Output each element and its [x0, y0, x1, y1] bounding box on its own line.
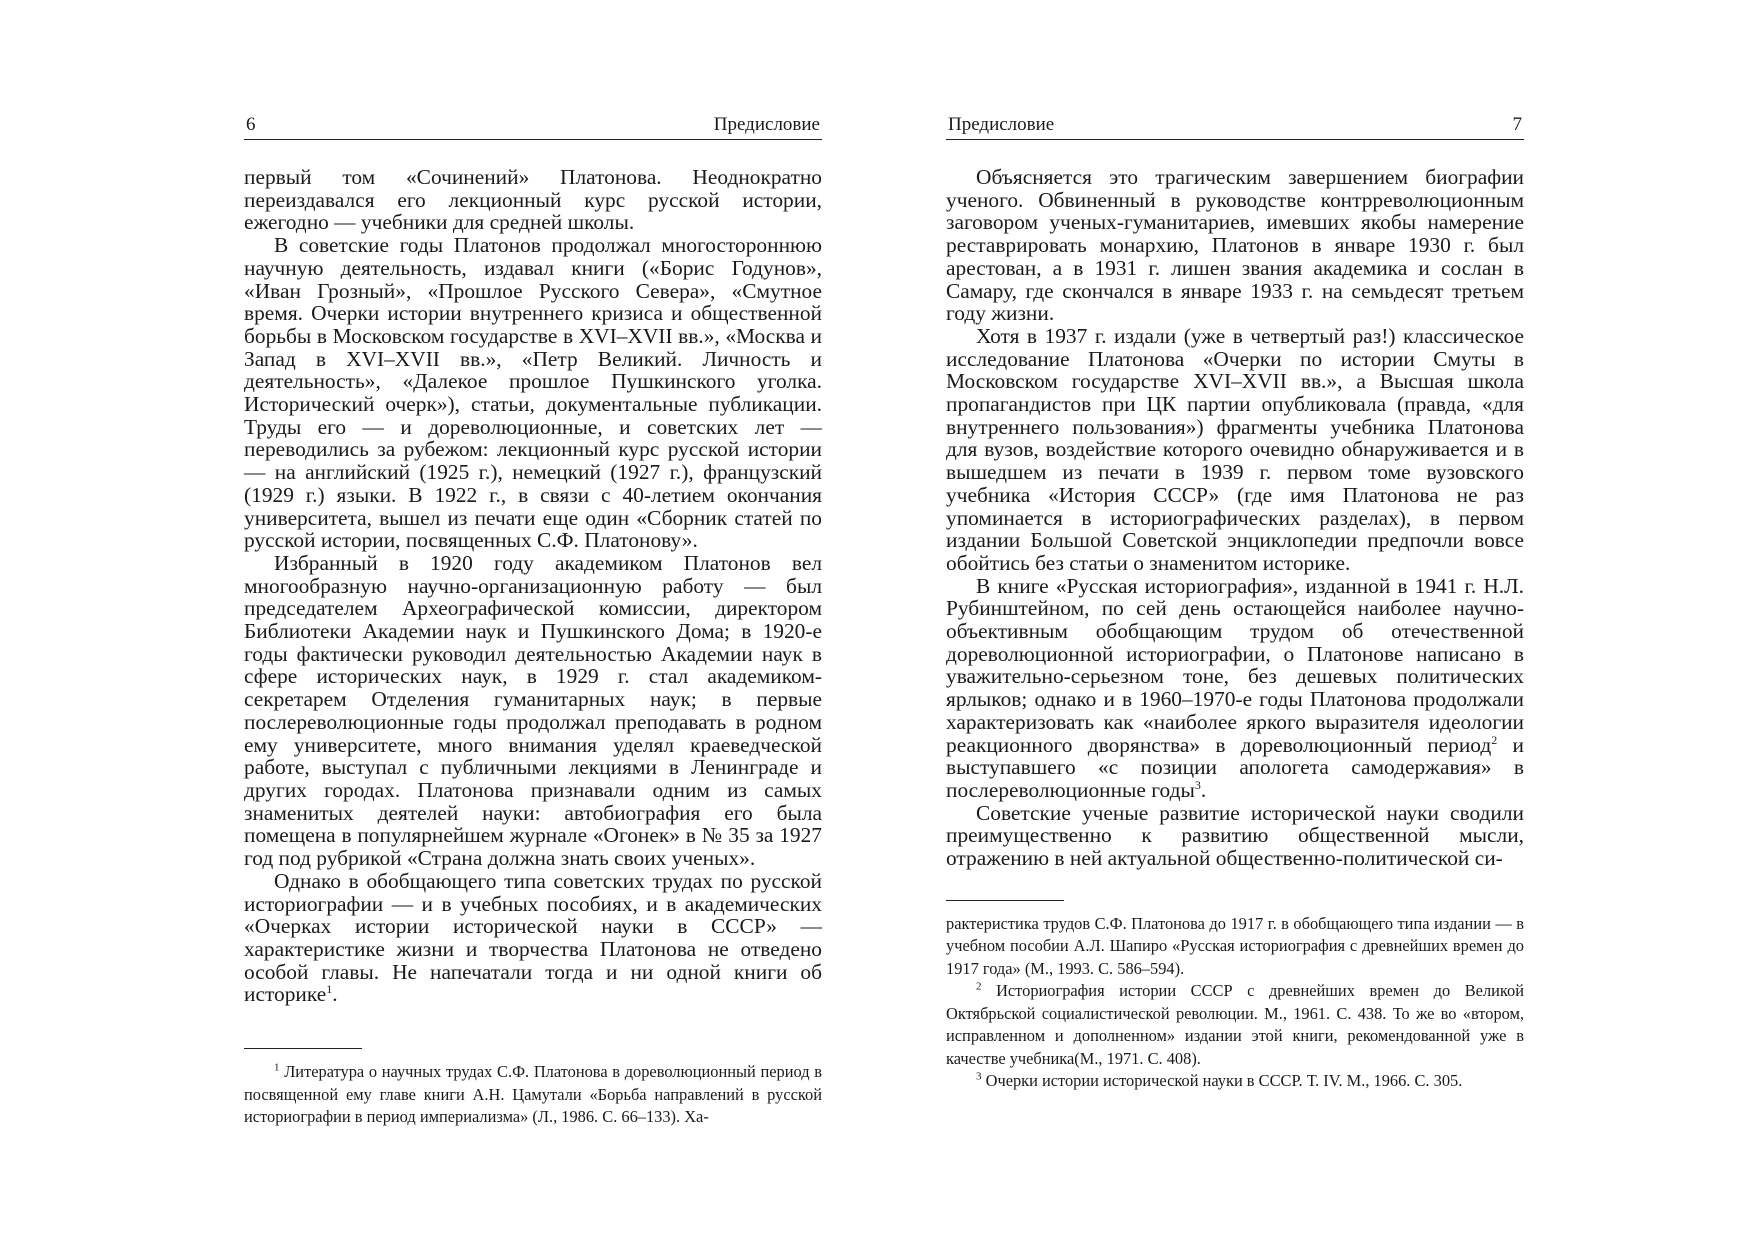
left-running-title: Предисловие: [713, 114, 820, 135]
right-footnotes: [946, 913, 1524, 1093]
footnote-ref-3[interactable]: 3: [1194, 777, 1201, 792]
left-paragraph-4: Однако в обобщающего типа советских трудах по русской историографии — и в учебных пособиях, и в академических «Очерках истории исторической науки в СССР» — характеристике жизни и творчества Платонова не отведено особой главы. Не напечатали тогда и ни одной книги об историке$^1$.: [244, 868, 822, 1007]
left-running-head: [244, 110, 822, 140]
right-paragraph-1: Объясняется это трагическим завершением биографии ученого. Обвиненный в руководстве контрреволюционным заговором ученых-гуманитариев, имевших якобы намерение реставрировать монархию, Платонов в январе 1930 г. был арестован, а в 1931 г. лишен звания академика и сослан в Самару, где скончался в январе 1933 г. на семьдесят третьем году жизни.: [946, 165, 1524, 326]
left-footnote-rule: [244, 1048, 362, 1049]
left-page-number: 6: [246, 114, 256, 135]
footnote-3: [946, 1070, 1524, 1093]
footnote-3-text: Очерки истории исторической науки в СССР. Т. IV. М., 1966. С. 305.: [985, 1071, 1463, 1091]
right-paragraph-3-part-1: В книге «Русская историография», изданной в 1941 г. Н.Л. Рубинштейном, по сей день остающейся наиболее научно-объективным обобщающим трудом об отечественной дореволюционной историографии, о Платонове написано в уважительно-серьезном тоне, без дешевых политических ярлыков; однако и в 1960–1970-е годы Платонова продолжали характеризовать как «наиболее яркого выразителя идеологии реакционного дворянства» в дореволюционный период: [946, 573, 1524, 757]
footnote-2-mark: 2: [976, 980, 982, 993]
right-paragraph-3-part-3: .: [1200, 777, 1207, 802]
left-paragraph-2: В советские годы Платонов продолжал многостороннюю научную деятельность, издавал книги («Борис Годунов», «Иван Грозный», «Прошлое Русского Севера», «Смутное время. Очерки истории внутреннего кризиса и общественной борьбы в Московском государстве в XVI–XVII вв.», «Москва и Запад в XVI–XVII вв.», «Петр Великий. Личность и деятельность», «Далекое прошлое Пушкинского уголка. Исторический очерк»), статьи, документальные публикации. Труды его — и дореволюционные, и советских лет — переводились за рубежом: лекционный курс русской истории — на английский (1925 г.), немецкий (1927 г.), французский (1929 г.) языки. В 1922 г., в связи с 40-летием окончания университета, вышел из печати еще один «Сборник статей по русской истории, посвященных С.Ф. Платонову».: [244, 233, 822, 553]
footnote-1-text: Литература о научных трудах С.Ф. Платонова в дореволюционный период в посвященной ему главе книги А.Н. Цамутали «Борьба направлений в русской историографии в период империализма» (Л., 1986. С. 66–133). Ха-: [244, 1062, 822, 1127]
left-paragraph-3: Избранный в 1920 году академиком Платонов вел многообразную научно-организационную работу — был председателем Археографической комиссии, директором Библиотеки Академии наук и Пушкинского Дома; в 1920-е годы фактически руководил деятельностью Академии наук в сфере исторических наук, в 1929 г. стал академиком-секретарем Отделения гуманитарных наук; в первые послереволюционные годы продолжал преподавать в родном ему университете, много внимания уделял краеведческой работе, выступал с публичными лекциями в Ленинграде и других городах. Платонова признавали одним из самых знаменитых деятелей науки: автобиография его была помещена в популярнейшем журнале «Огонек» в № 35 за 1927 год под рубрикой «Страна должна знать своих ученых».: [244, 550, 822, 871]
right-paragraph-4: Советские ученые развитие исторической науки сводили преимущественно к развитию общественной мысли, отражению в ней актуальной общественно-политической си-: [946, 800, 1524, 871]
right-page-number: 7: [1512, 114, 1522, 135]
footnote-ref-1[interactable]: 1: [326, 982, 333, 997]
right-running-title: Предисловие: [948, 114, 1055, 135]
footnote-3-mark: 3: [976, 1070, 982, 1083]
footnote-ref-2[interactable]: 2: [1491, 732, 1498, 747]
footnote-2: [946, 980, 1524, 1070]
footnote-1-mark: 1: [274, 1061, 280, 1074]
footnote-1-continuation: рактеристика трудов С.Ф. Платонова до 1917 г. в обобщающего типа издании — в учебном пособии А.Л. Шапиро «Русская историография с древнейших времен до 1917 года» (М., 1993. С. 586–594).: [946, 913, 1524, 978]
right-page: [946, 110, 1524, 1093]
left-body-text: [244, 166, 822, 1006]
right-paragraph-3-part-2: и выступавшего «с позиции апологета самодержавия» в послереволюционные годы: [946, 732, 1524, 802]
right-paragraph-3: [946, 575, 1524, 802]
right-body-text: [946, 166, 1524, 870]
right-running-head: [946, 110, 1524, 140]
left-page: [244, 110, 822, 1129]
right-paragraph-2: Хотя в 1937 г. издали (уже в четвертый раз!) классическое исследование Платонова «Очерки по истории Смуты в Московском государстве XVI–XVII вв.», а Высшая школа пропагандистов при ЦК партии опубликовала (правда, «для внутреннего пользования») фрагменты учебника Платонова для вузов, воздействие которого очевидно обнаруживается и в вышедшем из печати в 1939 г. первом томе вузовского учебника «История СССР» (где имя Платонова не раз упоминается в историографических разделах), в первом издании Большой Советской энциклопедии предпочли вовсе обойтись без статьи о знаменитом историке.: [946, 323, 1524, 575]
footnote-2-text: Историография истории СССР с древнейших времен до Великой Октябрьской социалистической революции. М., 1961. С. 438. То же во «втором, исправленном и дополненном» издании этой книги, рекомендованной уже в качестве учебника(М., 1971. С. 408).: [946, 981, 1524, 1068]
left-footnotes: [244, 1061, 822, 1129]
footnote-1: [244, 1061, 822, 1129]
left-paragraph-4-text: Однако в обобщающего типа советских трудах по русской историографии — и в учебных пособиях, и в академических «Очерках истории исторической науки в СССР» — характеристике жизни и творчества Платонова не отведено особой главы. Не напечатали тогда и ни одной книги об историке: [244, 868, 822, 1007]
left-paragraph-1: первый том «Сочинений» Платонова. Неоднократно переиздавался его лекционный курс русской истории, ежегодно — учебники для средней школы.: [244, 165, 822, 235]
right-footnote-rule: [946, 900, 1064, 901]
